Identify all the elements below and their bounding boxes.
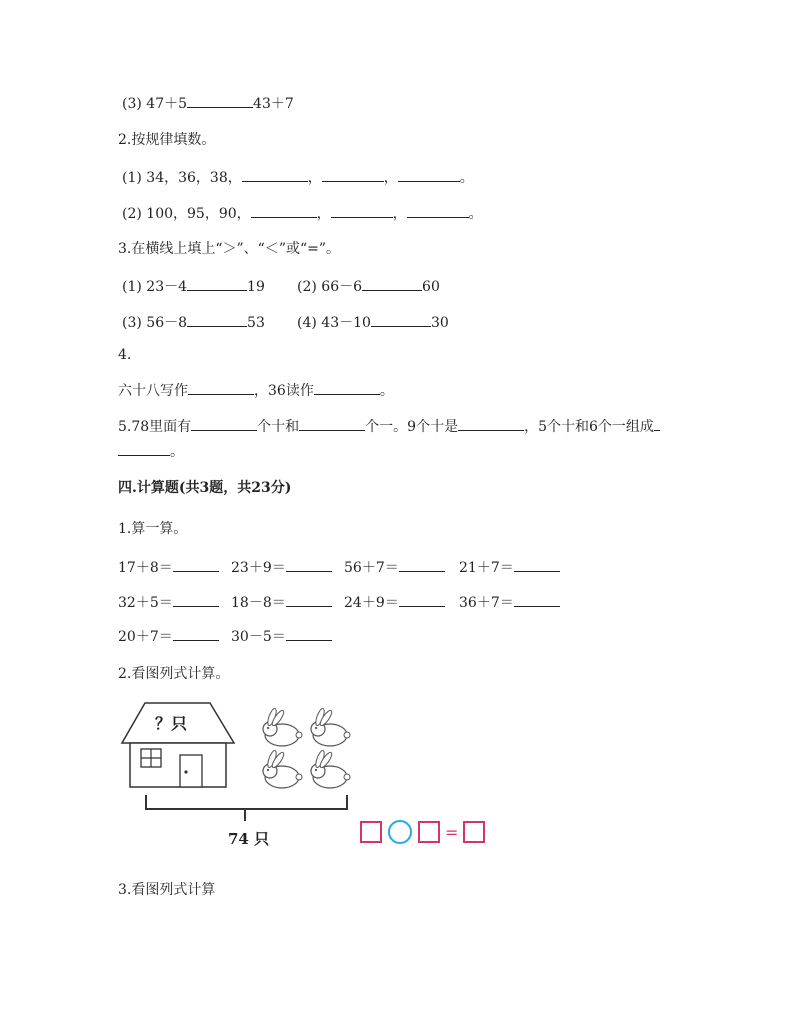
expression-right: 30 [430, 315, 449, 331]
answer-blank[interactable] [407, 203, 469, 218]
rabbit-icon [311, 708, 350, 746]
answer-blank[interactable] [173, 626, 219, 641]
text-part: ，36读作 [254, 383, 314, 399]
calc-expression: 32＋5＝ [118, 595, 173, 611]
answer-blank[interactable] [286, 557, 332, 572]
item-label: (3) [122, 315, 142, 331]
expression-left: 43－10 [321, 315, 371, 331]
calc-item [344, 592, 445, 613]
question-4-number: 4. [118, 347, 132, 363]
item-label: (2) [297, 279, 317, 295]
calc-item [344, 557, 445, 578]
answer-blank[interactable] [399, 557, 445, 572]
answer-blank[interactable] [251, 203, 317, 218]
answer-blank[interactable] [118, 441, 170, 456]
operator-circle[interactable] [389, 821, 411, 843]
house-door [180, 755, 202, 787]
calc-item [118, 626, 219, 647]
item-label: (3) [122, 96, 142, 112]
calc-item [459, 592, 560, 613]
answer-blank[interactable] [173, 592, 219, 607]
compare-item-1 [122, 276, 265, 297]
expression-left: 23－4 [146, 279, 188, 295]
answer-blank[interactable] [331, 203, 393, 218]
house-label: ？只 [155, 714, 188, 733]
answer-blank-start[interactable] [654, 416, 660, 431]
separator: ， [307, 170, 322, 186]
expression-left: 47＋5 [146, 96, 188, 112]
answer-blank[interactable] [514, 592, 560, 607]
calc-expression: 23＋9＝ [231, 560, 286, 576]
separator: ， [383, 170, 398, 186]
calc-expression: 24＋9＝ [344, 595, 399, 611]
expression-left: 66－6 [321, 279, 363, 295]
question-3-title: 3.在横线上填上“＞”、“＜”或“=”。 [118, 241, 341, 257]
question-5-line-2 [118, 441, 184, 462]
answer-blank[interactable] [314, 380, 380, 395]
text-part: 六十八写作 [118, 383, 188, 399]
answer-blank[interactable] [299, 416, 365, 431]
separator: ， [392, 206, 407, 222]
sequence-item-2 [122, 203, 483, 224]
answer-square[interactable] [361, 822, 381, 842]
calc-item [231, 557, 332, 578]
answer-blank[interactable] [458, 416, 524, 431]
house-rabbits-figure [110, 695, 510, 855]
calc-expression: 30－5＝ [231, 629, 286, 645]
answer-blank[interactable] [286, 626, 332, 641]
text-part: 5.78里面有 [118, 419, 192, 435]
item-label: (1) [122, 279, 142, 295]
calc-expression: 21＋7＝ [459, 560, 514, 576]
rabbit-icon [311, 750, 350, 788]
equals-sign: = [445, 823, 459, 842]
separator: ， [316, 206, 331, 222]
answer-square[interactable] [464, 822, 484, 842]
period: 。 [468, 206, 483, 222]
question-5-line-1 [118, 416, 660, 437]
rabbit-icon [263, 708, 302, 746]
answer-blank[interactable] [191, 416, 257, 431]
period: 。 [459, 170, 474, 186]
figure-question-3-title: 3.看图列式计算 [118, 882, 216, 898]
text-part: 个一。9个十是 [365, 419, 459, 435]
answer-square[interactable] [419, 822, 439, 842]
sequence-given: 100，95，90， [146, 206, 251, 222]
rabbit-icon [263, 750, 302, 788]
period: 。 [170, 444, 184, 460]
expression-right: 43＋7 [253, 96, 294, 112]
total-label: 74 只 [228, 830, 270, 848]
item-label: (1) [122, 170, 142, 186]
expression-left: 56－8 [146, 315, 188, 331]
text-part: 个十和 [257, 419, 300, 435]
answer-blank[interactable] [371, 312, 431, 327]
answer-blank[interactable] [322, 167, 384, 182]
compare-item-4 [297, 312, 449, 333]
compare-item-3 [122, 93, 294, 114]
compare-item-2 [297, 276, 440, 297]
answer-blank[interactable] [514, 557, 560, 572]
total-brace [146, 795, 347, 809]
item-label: (4) [297, 315, 317, 331]
calc-expression: 20＋7＝ [118, 629, 173, 645]
answer-blank[interactable] [362, 276, 422, 291]
calc-item [118, 557, 219, 578]
calc-expression: 18－8＝ [231, 595, 286, 611]
calc-item [231, 592, 332, 613]
calc-expression: 17＋8＝ [118, 560, 173, 576]
answer-blank[interactable] [187, 276, 247, 291]
sequence-item-1 [122, 167, 474, 188]
answer-blank[interactable] [242, 167, 308, 182]
compare-item-3b [122, 312, 265, 333]
calc-title: 1.算一算。 [118, 521, 188, 537]
calc-item [118, 592, 219, 613]
answer-blank[interactable] [187, 93, 253, 108]
calc-item [231, 626, 332, 647]
expression-right: 19 [247, 279, 265, 295]
period: 。 [379, 383, 394, 399]
answer-blank[interactable] [173, 557, 219, 572]
sequence-given: 34，36，38， [146, 170, 242, 186]
text-part: ，5个十和6个一组成 [524, 419, 654, 435]
answer-blank[interactable] [398, 167, 460, 182]
question-2-title: 2.按规律填数。 [118, 132, 216, 148]
answer-blank[interactable] [286, 592, 332, 607]
question-4-body [118, 380, 394, 401]
item-label: (2) [122, 206, 142, 222]
calc-expression: 56＋7＝ [344, 560, 399, 576]
section-heading: 四.计算题(共3题，共23分) [118, 480, 292, 496]
expression-right: 60 [422, 279, 440, 295]
answer-blank[interactable] [188, 380, 254, 395]
answer-blank[interactable] [399, 592, 445, 607]
calc-item [459, 557, 560, 578]
figure-question-title: 2.看图列式计算。 [118, 666, 230, 682]
answer-blank[interactable] [187, 312, 247, 327]
expression-right: 53 [247, 315, 265, 331]
calc-expression: 36＋7＝ [459, 595, 514, 611]
